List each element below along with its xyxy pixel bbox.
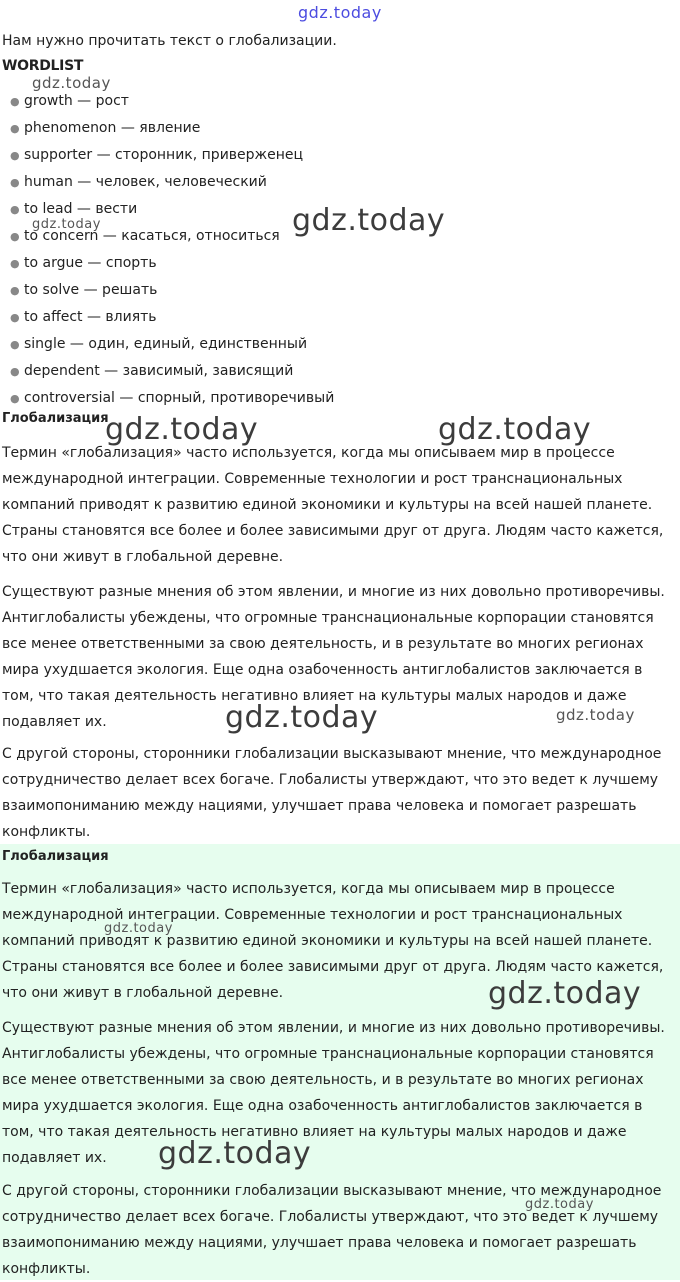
bullet-icon: ●: [10, 203, 20, 216]
watermark: gdz.today: [556, 706, 635, 724]
bullet-icon: ●: [10, 338, 20, 351]
list-item: ● single — один, единый, единственный: [10, 331, 334, 358]
paragraph: С другой стороны, сторонники глобализации высказывают мнение, что международное сотрудничество делает всех богаче. Глобалисты утверждают, что это ведет к лучшему взаимопониманию между нациями, улучшает права человека и помогает разрешать конфликты.: [2, 1183, 662, 1277]
paragraph: Существуют разные мнения об этом явлении, и многие из них довольно противоречивы. Антиглобалисты убеждены, что огромные транснациональные корпорации становятся все менее ответственными за свою деятельность, и в результате во многих регионах мира ухудшается экология. Еще одна озабоченность антиглобалистов заключается в том, что такая деятельность негативно влияет на культуры малых народов и даже подавляет их.: [2, 1020, 665, 1166]
list-item: ● to lead — вести: [10, 196, 334, 223]
watermark: gdz.today: [438, 412, 592, 447]
list-item: ● to affect — влиять: [10, 304, 334, 331]
bullet-icon: ●: [10, 230, 20, 243]
bullet-icon: ●: [10, 176, 20, 189]
list-item: ● controversial — спорный, противоречивый: [10, 385, 334, 412]
bullet-icon: ●: [10, 365, 20, 378]
watermark: gdz.today: [292, 203, 446, 238]
watermark: gdz.today: [32, 74, 111, 92]
paragraph: Термин «глобализация» часто используется, когда мы описываем мир в процессе международной интеграции. Современные технологии и рост транснациональных компаний приводят к развитию единой экономики и культуры на всей нашей планете. Страны становятся все более и более зависимыми друг от друга. Людям часто кажется, что они живут в глобальной деревне.: [2, 445, 664, 565]
bullet-icon: ●: [10, 149, 20, 162]
list-item: ● to argue — спорть: [10, 250, 334, 277]
bullet-icon: ●: [10, 95, 20, 108]
bullet-icon: ●: [10, 284, 20, 297]
bullet-icon: ●: [10, 257, 20, 270]
list-item: ● phenomenon — явление: [10, 115, 334, 142]
list-item: ● growth — рост: [10, 88, 334, 115]
watermark: gdz.today: [525, 1197, 594, 1212]
intro-text: Нам нужно прочитать текст о глобализации.: [2, 33, 337, 49]
wordlist: [10, 88, 334, 412]
list-item: ● to concern — касаться, относиться: [10, 223, 334, 250]
watermark: gdz.today: [104, 921, 173, 936]
list-item: ● human — человек, человеческий: [10, 169, 334, 196]
watermark: gdz.today: [225, 700, 379, 735]
watermark: gdz.today: [105, 412, 259, 447]
watermark: gdz.today: [32, 217, 101, 232]
bullet-icon: ●: [10, 311, 20, 324]
paragraph: С другой стороны, сторонники глобализации высказывают мнение, что международное сотрудничество делает всех богаче. Глобалисты утверждают, что это ведет к лучшему взаимопониманию между нациями, улучшает права человека и помогает разрешать конфликты.: [2, 746, 662, 840]
watermark: gdz.today: [158, 1136, 312, 1171]
paragraph: Существуют разные мнения об этом явлении, и многие из них довольно противоречивы. Антиглобалисты убеждены, что огромные транснациональные корпорации становятся все менее ответственными за свою деятельность, и в результате во многих регионах мира ухудшается экология. Еще одна озабоченность антиглобалистов заключается в том, что такая деятельность негативно влияет на культуры малых народов и даже подавляет их.: [2, 584, 665, 730]
list-item: ● to solve — решать: [10, 277, 334, 304]
list-item: ● supporter — сторонник, приверженец: [10, 142, 334, 169]
watermark: gdz.today: [298, 3, 382, 22]
bullet-icon: ●: [10, 122, 20, 135]
article-title: Глобализация: [2, 849, 109, 864]
wordlist-heading: WORDLIST: [2, 58, 84, 74]
article-title: Глобализация: [2, 411, 109, 426]
watermark: gdz.today: [488, 976, 642, 1011]
paragraph: Термин «глобализация» часто используется, когда мы описываем мир в процессе международной интеграции. Современные технологии и рост транснациональных компаний приводят к развитию единой экономики и культуры на всей нашей планете. Страны становятся все более и более зависимыми друг от друга. Людям часто кажется, что они живут в глобальной деревне.: [2, 881, 664, 1001]
list-item: ● dependent — зависимый, зависящий: [10, 358, 334, 385]
bullet-icon: ●: [10, 392, 20, 405]
